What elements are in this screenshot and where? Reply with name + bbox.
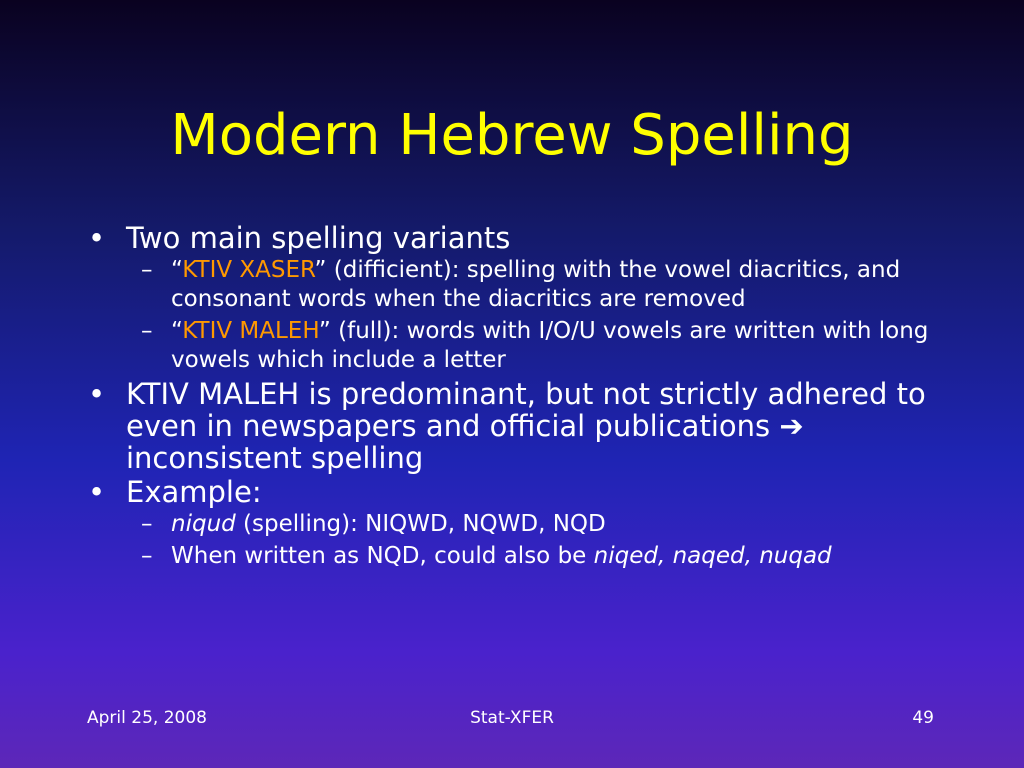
arrow-right-icon: ➔ — [779, 409, 804, 443]
sub-bullet-item — [84, 542, 964, 571]
italic-term: niqed, naqed, nuqad — [593, 543, 832, 569]
slide-body — [84, 222, 964, 574]
bullet-item — [84, 476, 964, 508]
sub-bullet-item — [84, 510, 964, 539]
footer-page-number: 49 — [912, 708, 934, 728]
slide-title: Modern Hebrew Spelling — [170, 103, 854, 168]
highlight-term: KTIV XASER — [182, 257, 315, 283]
bullet-item — [84, 222, 964, 254]
open-quote: “ — [171, 318, 183, 344]
italic-term: niqud — [171, 511, 236, 537]
bullet-icon: • — [88, 377, 106, 411]
dash-icon: – — [141, 257, 153, 283]
bullet-text-continued: inconsistent spelling — [126, 441, 424, 475]
sub-bullet-item — [84, 256, 964, 314]
sub-bullet-item — [84, 317, 964, 375]
bullet-icon: • — [88, 475, 106, 509]
dash-icon: – — [141, 511, 153, 537]
sub-bullet-text: When written as NQD, could also be — [171, 543, 594, 569]
bullet-text: Two main spelling variants — [126, 221, 511, 255]
sub-bullet-text: ” (full): words with I/O/U vowels are written with long vowels which include a letter — [171, 318, 929, 373]
sub-bullet-text: ” (difficient): spelling with the vowel diacritics, and consonant words when the diacritics are removed — [171, 257, 901, 312]
footer-date: April 25, 2008 — [87, 708, 207, 728]
bullet-text: Example: — [126, 475, 262, 509]
bullet-text: KTIV MALEH is predominant, but not strictly adhered to even in newspapers and official publications — [126, 377, 926, 443]
dash-icon: – — [141, 318, 153, 344]
highlight-term: KTIV MALEH — [182, 318, 319, 344]
footer-center: Stat-XFER — [470, 708, 554, 728]
dash-icon: – — [141, 543, 153, 569]
bullet-item — [84, 378, 964, 474]
open-quote: “ — [171, 257, 183, 283]
bullet-icon: • — [88, 221, 106, 255]
sub-bullet-text: (spelling): NIQWD, NQWD, NQD — [235, 511, 606, 537]
